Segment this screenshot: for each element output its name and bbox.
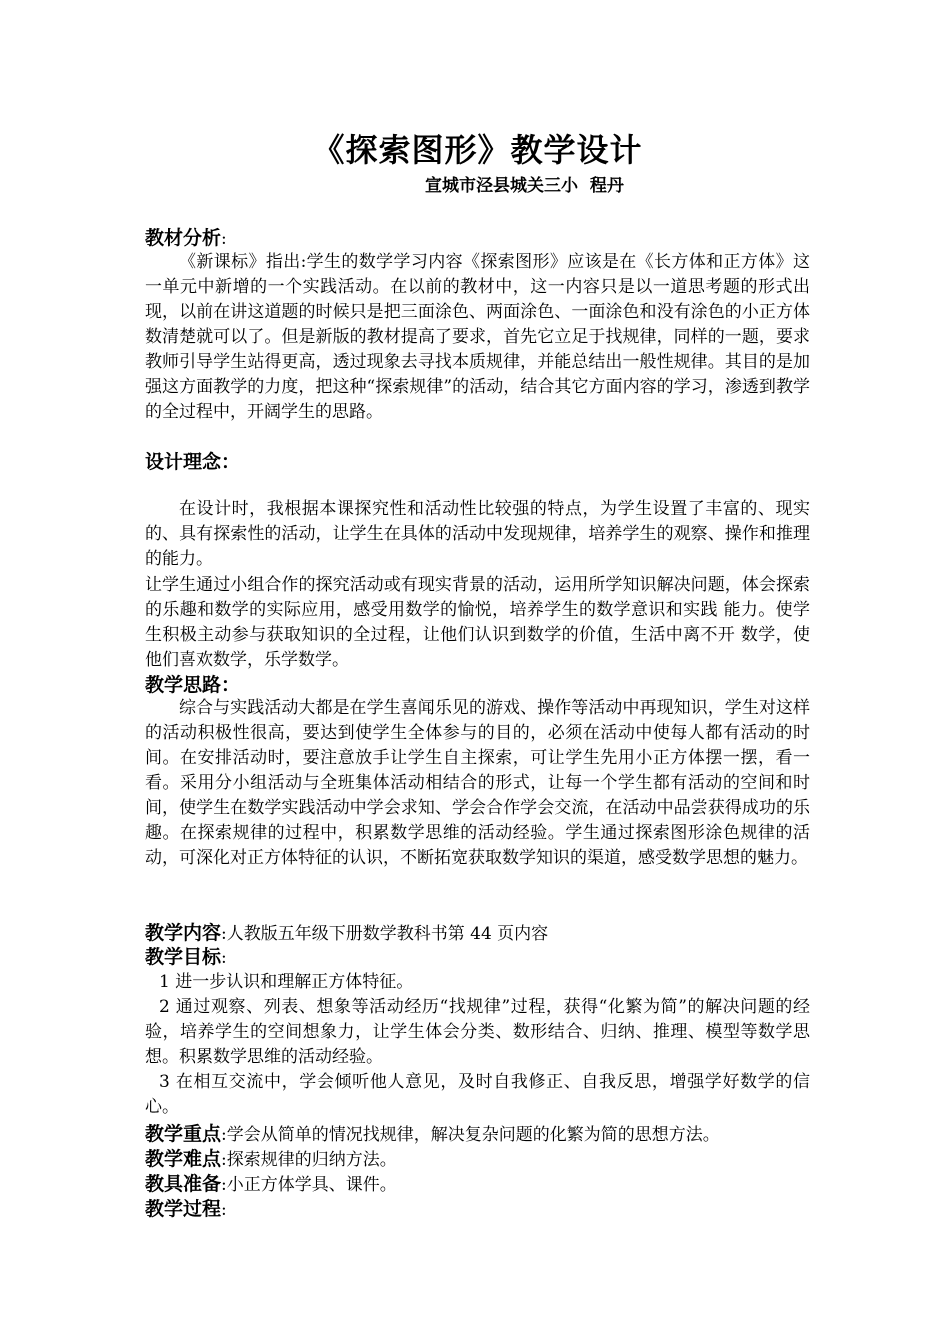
material-paragraph: 《新课标》指出:学生的数学学习内容《探索图形》应该是在《长方体和正方体》这一单元中新增的一个实践活动。在以前的教材中，这一内容只是以一道思考题的形式出现，以前在讲这道题的时候只是把三面涂色、两面涂色、一面涂色和没有涂色的小正方体数清楚就可以了。但是新版的教材提高了要求，首先它立足于找规律，同样的一题，要求教师引导学生站得更高，透过现象去寻找本质规律，并能总结出一般性规律。其目的是加强这方面教学的力度，把这种“探索规律”的活动，结合其它方面内容的学习，渗透到教学的全过程中，开阔学生的思路。 [145,252,810,422]
key-label: 教学重点 [145,1123,222,1145]
concept-heading-line [145,450,810,475]
content-text: :人教版五年级下册数学教科书第 44 页内容 [221,924,549,944]
prep-text: :小正方体学具、课件。 [221,1175,397,1195]
goals-label: 教学目标 [145,946,222,968]
material-colon: : [221,229,227,249]
material-heading: 教材分析 [145,227,222,249]
approach-heading-line [145,673,810,698]
approach-heading: 教学思路： [145,674,241,696]
author-line: 宣城市泾县城关三小 程丹 [425,176,624,196]
concept-paragraph-2: 让学生通过小组合作的探究活动或有现实背景的活动，运用所学知识解决问题，体会探索的乐趣和数学的实际应用，感受用数学的愉悦，培养学生的数学意识和实践 能力。使学生积极主动参与获取知识的全过程，让他们认识到数学的价值，生活中离不开 数学，使他们喜欢数学，乐学数学。 [145,575,810,670]
goals-heading-line [145,945,810,970]
difficulty-line [145,1147,810,1172]
concept-heading: 设计理念： [145,451,241,473]
difficulty-label: 教学难点 [145,1148,222,1170]
prep-line [145,1172,810,1197]
content-line [145,921,810,946]
concept-paragraph-1: 在设计时，我根据本课探究性和活动性比较强的特点，为学生设置了丰富的、现实的、具有探索性的活动，让学生在具体的活动中发现规律，培养学生的观察、操作和推理的能力。 [145,499,810,569]
goal-item-1: 1 进一步认识和理解正方体特征。 [159,972,414,992]
process-colon: : [221,1200,227,1220]
goal-item-3: 3 在相互交流中，学会倾听他人意见，及时自我修正、自我反思，增强学好数学的信心。 [145,1072,810,1117]
key-line [145,1122,810,1147]
goal-item-2: 2 通过观察、列表、想象等活动经历“找规律”过程，获得“化繁为简”的解决问题的经验，培养学生的空间想象力，让学生体会分类、数形结合、归纳、推理、模型等数学思想。积累数学思维的活动经验。 [145,997,810,1067]
difficulty-text: :探索规律的归纳方法。 [221,1150,397,1170]
goals-colon: : [221,948,227,968]
key-text: :学会从简单的情况找规律，解决复杂问题的化繁为简的思想方法。 [221,1125,720,1145]
process-label: 教学过程 [145,1198,222,1220]
content-label: 教学内容 [145,922,222,944]
material-heading-line [145,226,810,251]
approach-paragraph: 综合与实践活动大都是在学生喜闻乐见的游戏、操作等活动中再现知识，学生对这样的活动积极性很高，要达到使学生全体参与的目的，必须在活动中使每人都有活动的时间。在安排活动时，要注意放手让学生自主探索，可让学生先用小正方体摆一摆，看一看。采用分小组活动与全班集体活动相结合的形式，让每一个学生都有活动的空间和时间，使学生在数学实践活动中学会求知、学会合作学会交流，在活动中品尝获得成功的乐趣。在探索规律的过程中，积累数学思维的活动经验。学生通过探索图形涂色规律的活动，可深化对正方体特征的认识，不断拓宽获取数学知识的渠道，感受数学思想的魅力。 [145,698,810,868]
process-line [145,1197,810,1222]
document-title: 《探索图形》教学设计 [312,131,643,169]
prep-label: 教具准备 [145,1173,222,1195]
